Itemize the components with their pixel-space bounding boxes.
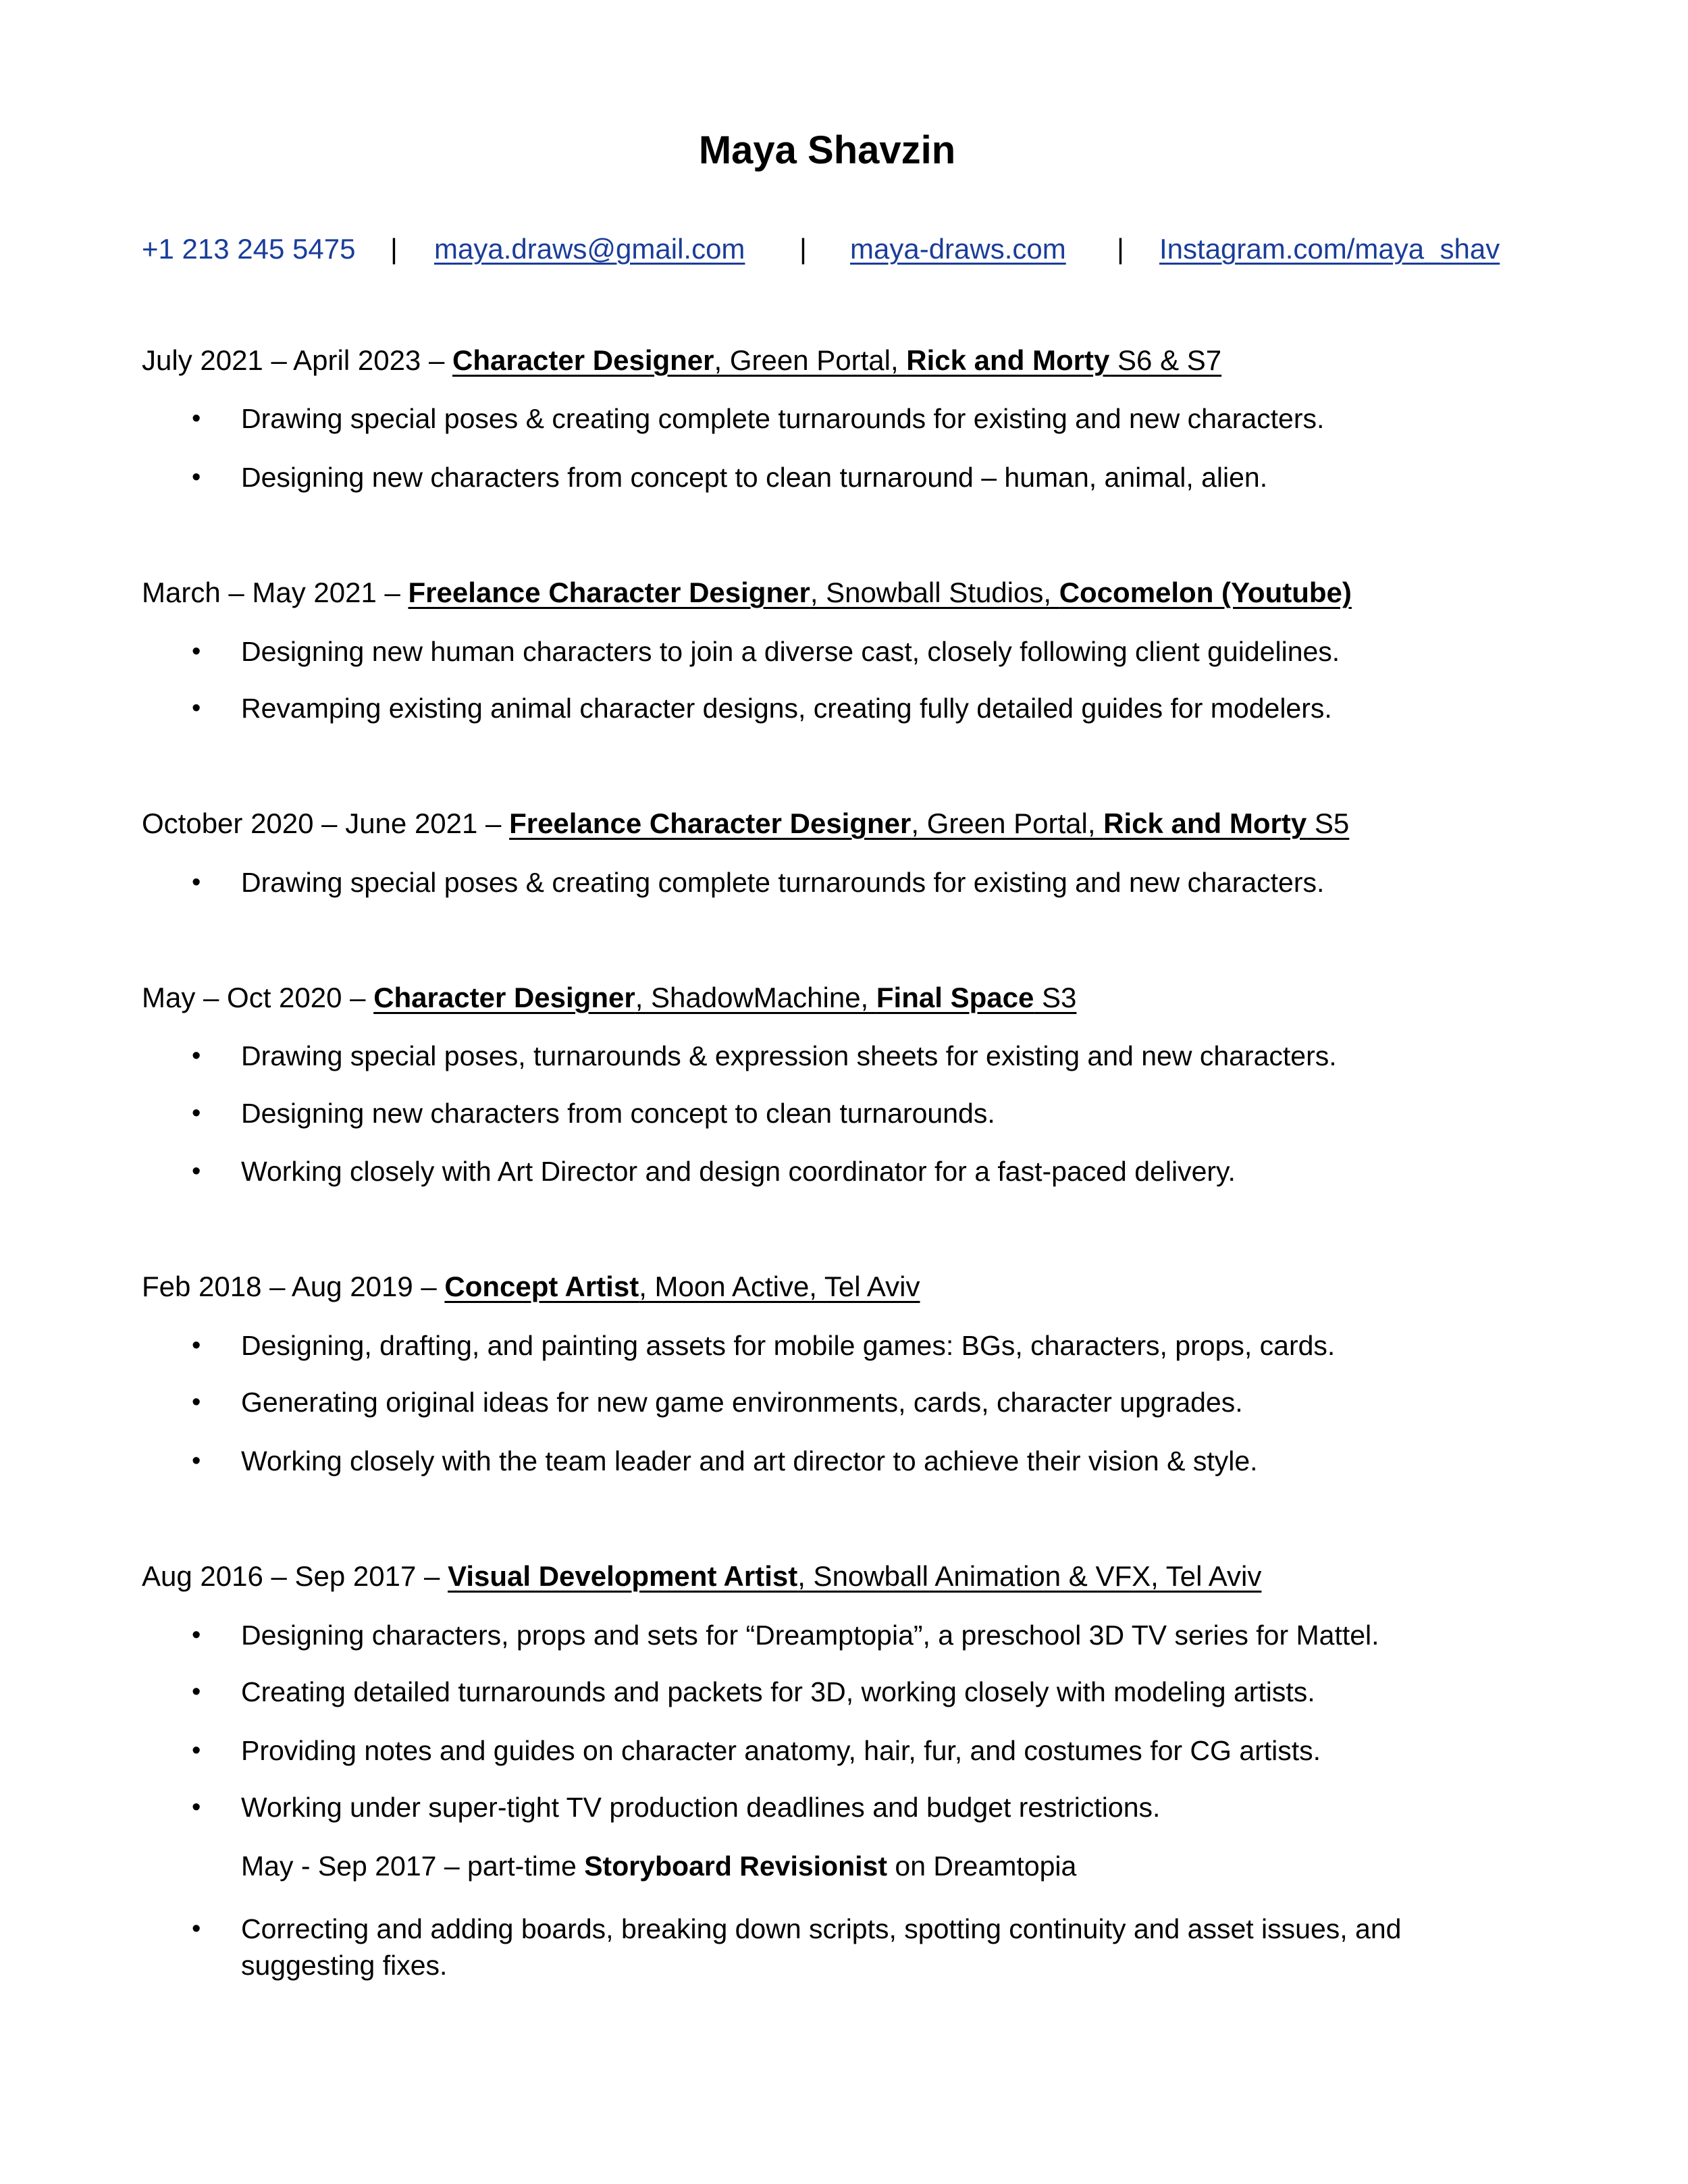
bullet-text: Working closely with Art Director and design coordinator for a fast-paced delivery. bbox=[241, 1156, 1236, 1188]
bullet-icon: • bbox=[192, 1157, 201, 1186]
bullet-text: Creating detailed turnarounds and packets for 3D, working closely with modeling artists. bbox=[241, 1676, 1315, 1708]
job-role bbox=[452, 344, 1221, 376]
job-title: Freelance Character Designer bbox=[408, 576, 810, 608]
bullet-text: Working closely with the team leader and art director to achieve their vision & style. bbox=[241, 1445, 1258, 1477]
bullet-item bbox=[0, 631, 1688, 672]
bullet-item bbox=[0, 688, 1688, 728]
bullet-text: Designing new characters from concept to clean turnaround – human, animal, alien. bbox=[241, 461, 1268, 493]
job-dates: July 2021 – April 2023 – bbox=[142, 344, 452, 376]
bullet-icon: • bbox=[192, 868, 201, 897]
job-header bbox=[142, 572, 1352, 613]
bullet-item bbox=[0, 1672, 1688, 1712]
job-title: Character Designer bbox=[452, 344, 714, 376]
bullet-text: Drawing special poses & creating complete turnarounds for existing and new characters. bbox=[241, 403, 1325, 435]
phone-number: +1 213 245 5475 bbox=[142, 233, 356, 265]
subrole-title: Storyboard Revisionist bbox=[584, 1850, 888, 1882]
job-dates: March – May 2021 – bbox=[142, 576, 408, 608]
bullet-icon: • bbox=[192, 694, 201, 723]
bullet-item bbox=[0, 1441, 1688, 1481]
bullet-icon: • bbox=[192, 1914, 201, 1943]
bullet-text: Working under super-tight TV production deadlines and budget restrictions. bbox=[241, 1792, 1161, 1823]
job-show: Rick and Morty bbox=[906, 344, 1110, 376]
bullet-item bbox=[0, 1730, 1688, 1771]
bullet-item bbox=[0, 862, 1688, 903]
resume-name: Maya Shavzin bbox=[698, 128, 956, 172]
contact-separator: | bbox=[390, 233, 398, 265]
job-header bbox=[142, 1267, 920, 1307]
job-show: Final Space bbox=[876, 981, 1034, 1013]
bullet-text: Drawing special poses, turnarounds & expression sheets for existing and new characters. bbox=[241, 1040, 1337, 1072]
bullet-item bbox=[0, 1036, 1688, 1076]
bullet-item bbox=[0, 398, 1688, 439]
job-company: , Green Portal, bbox=[911, 807, 1104, 840]
bullet-icon: • bbox=[192, 1388, 201, 1417]
job-company: , Moon Active, Tel Aviv bbox=[639, 1271, 920, 1303]
bullet-item bbox=[0, 1093, 1688, 1134]
job-role bbox=[509, 807, 1349, 839]
bullet-text: Drawing special poses & creating complete turnarounds for existing and new characters. bbox=[241, 866, 1325, 898]
job-header bbox=[142, 1556, 1261, 1597]
bullet-icon: • bbox=[192, 462, 201, 491]
bullet-item bbox=[0, 457, 1688, 498]
website-link[interactable]: maya-draws.com bbox=[850, 233, 1066, 265]
job-company: , Snowball Animation & VFX, Tel Aviv bbox=[797, 1560, 1262, 1593]
job-title: Concept Artist bbox=[444, 1271, 639, 1303]
bullet-text: Generating original ideas for new game environments, cards, character upgrades. bbox=[241, 1387, 1243, 1418]
job-header bbox=[142, 978, 1076, 1018]
bullet-icon: • bbox=[192, 1793, 201, 1822]
bullet-text: Designing new characters from concept to clean turnarounds. bbox=[241, 1097, 995, 1129]
job-role bbox=[373, 982, 1076, 1013]
job-company: , Green Portal, bbox=[714, 344, 907, 376]
bullet-item bbox=[0, 1325, 1688, 1366]
job-header bbox=[142, 340, 1221, 381]
job-company: , Snowball Studios, bbox=[810, 576, 1059, 608]
job-show: Cocomelon (Youtube) bbox=[1059, 576, 1352, 608]
bullet-icon: • bbox=[192, 1098, 201, 1127]
email-link[interactable]: maya.draws@gmail.com bbox=[434, 233, 745, 265]
job-title: Character Designer bbox=[373, 981, 635, 1013]
job-show: Rick and Morty bbox=[1103, 807, 1307, 840]
job-season: S5 bbox=[1307, 807, 1350, 840]
bullet-item bbox=[0, 1787, 1688, 1828]
job-title: Freelance Character Designer bbox=[509, 807, 912, 840]
contact-separator: | bbox=[1117, 233, 1124, 265]
bullet-item bbox=[0, 1151, 1688, 1192]
bullet-text: Designing characters, props and sets for “Dreamptopia”, a preschool 3D TV series for Mattel. bbox=[241, 1619, 1379, 1651]
subrole-dates: May - Sep 2017 – part-time bbox=[241, 1850, 585, 1882]
job-company: , ShadowMachine, bbox=[635, 981, 876, 1013]
job-title: Visual Development Artist bbox=[448, 1560, 798, 1593]
bullet-item bbox=[0, 1382, 1688, 1422]
bullet-icon: • bbox=[192, 404, 201, 433]
subrole-suffix: on Dreamtopia bbox=[887, 1850, 1077, 1882]
bullet-icon: • bbox=[192, 1736, 201, 1765]
bullet-text: Designing new human characters to join a diverse cast, closely following client guidelines. bbox=[241, 635, 1340, 667]
bullet-item bbox=[0, 1909, 1688, 1990]
subrole-line bbox=[241, 1846, 1076, 1886]
bullet-icon: • bbox=[192, 1331, 201, 1360]
bullet-text: Correcting and adding boards, breaking down scripts, spotting continuity and asset issues, and suggesting fixes. bbox=[241, 1913, 1402, 1981]
bullet-icon: • bbox=[192, 1447, 201, 1476]
job-dates: Aug 2016 – Sep 2017 – bbox=[142, 1560, 448, 1593]
job-season: S3 bbox=[1034, 981, 1077, 1013]
bullet-text: Providing notes and guides on character anatomy, hair, fur, and costumes for CG artists. bbox=[241, 1734, 1321, 1766]
job-season: S6 & S7 bbox=[1109, 344, 1222, 376]
job-role bbox=[408, 577, 1352, 608]
bullet-icon: • bbox=[192, 637, 201, 666]
job-dates: October 2020 – June 2021 – bbox=[142, 807, 510, 840]
job-role bbox=[448, 1560, 1261, 1592]
job-dates: Feb 2018 – Aug 2019 – bbox=[142, 1271, 445, 1303]
bullet-text: Revamping existing animal character designs, creating fully detailed guides for modelers. bbox=[241, 693, 1332, 724]
bullet-icon: • bbox=[192, 1620, 201, 1649]
instagram-link[interactable]: Instagram.com/maya_shav bbox=[1159, 233, 1500, 265]
bullet-item bbox=[0, 1615, 1688, 1655]
bullet-text: Designing, drafting, and painting assets for mobile games: BGs, characters, props, cards. bbox=[241, 1329, 1336, 1361]
bullet-icon: • bbox=[192, 1678, 201, 1707]
job-dates: May – Oct 2020 – bbox=[142, 981, 374, 1013]
job-role bbox=[444, 1271, 920, 1302]
contact-separator: | bbox=[799, 233, 807, 265]
job-header bbox=[142, 803, 1349, 844]
bullet-icon: • bbox=[192, 1042, 201, 1071]
